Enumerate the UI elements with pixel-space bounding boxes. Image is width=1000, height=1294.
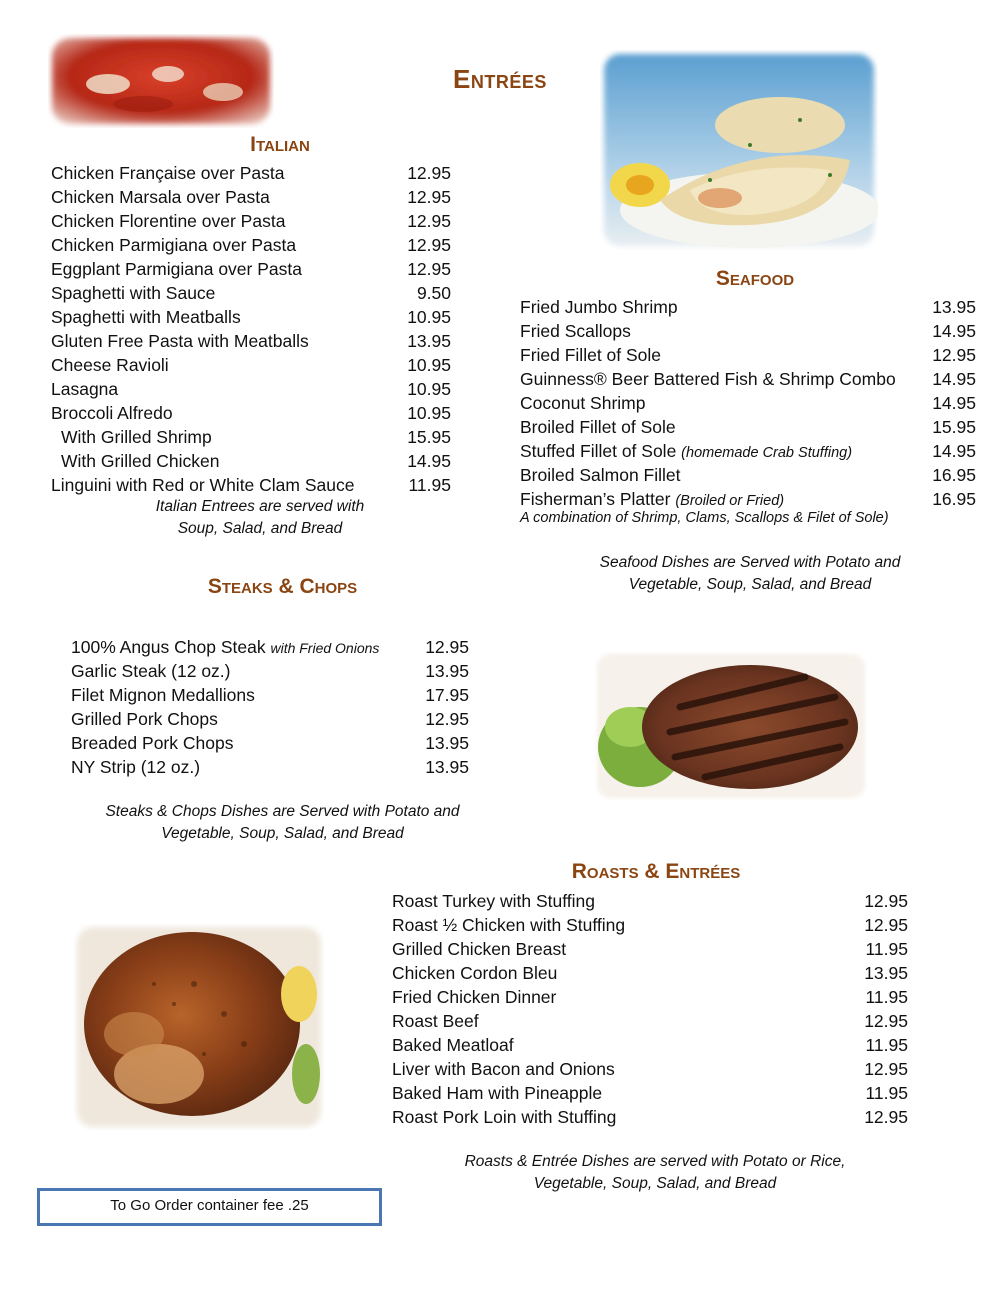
menu-item [392, 1033, 908, 1057]
menu-item [520, 439, 976, 463]
item-name: Chicken Parmigiana over Pasta [51, 235, 297, 255]
item-name: Broccoli Alfredo [51, 403, 173, 423]
note-line: Italian Entrees are served with [155, 498, 365, 515]
item-price: 16.95 [932, 465, 976, 485]
menu-item [392, 913, 908, 937]
item-price: 13.95 [407, 331, 451, 351]
menu-item [520, 391, 976, 415]
platter-note: A combination of Shrimp, Clams, Scallops & Filet of Sole) [520, 510, 889, 526]
menu-item [71, 707, 471, 731]
item-name: Roast Pork Loin with Stuffing [392, 1107, 617, 1127]
item-price: 17.95 [425, 685, 469, 705]
item-name: Cheese Ravioli [51, 355, 169, 375]
item-price: 12.95 [864, 891, 908, 911]
note-line: Soup, Salad, and Bread [177, 520, 343, 537]
item-name: Coconut Shrimp [520, 393, 646, 413]
menu-item [51, 161, 451, 185]
item-price: 14.95 [407, 451, 451, 471]
item-price: 15.95 [932, 417, 976, 437]
menu-item [51, 233, 451, 257]
roasts-list [392, 889, 908, 1129]
item-price: 13.95 [425, 757, 469, 777]
item-name: Fried Chicken Dinner [392, 987, 557, 1007]
menu-item [392, 1009, 908, 1033]
item-name: Eggplant Parmigiana over Pasta [51, 259, 302, 279]
menu-item [51, 449, 451, 473]
to-go-fee-box [37, 1188, 382, 1226]
roasts-note [430, 1151, 880, 1195]
item-name: Breaded Pork Chops [71, 733, 234, 753]
item-price: 13.95 [932, 297, 976, 317]
seafood-photo [600, 50, 878, 250]
seafood-list [520, 295, 976, 511]
item-price: 10.95 [407, 355, 451, 375]
note-line: Vegetable, Soup, Salad, and Bread [161, 825, 404, 842]
item-name: Chicken Cordon Bleu [392, 963, 558, 983]
item-name: Garlic Steak (12 oz.) [71, 661, 231, 681]
item-price: 16.95 [932, 489, 976, 509]
item-price: 12.95 [864, 1107, 908, 1127]
item-price: 12.95 [425, 637, 469, 657]
steaks-heading: Steaks & Chops [207, 575, 358, 598]
menu-item [51, 377, 451, 401]
item-price: 9.50 [416, 283, 451, 303]
item-price: 12.95 [407, 235, 451, 255]
item-name: Roast ½ Chicken with Stuffing [392, 915, 626, 935]
item-price: 12.95 [407, 163, 451, 183]
item-price: 13.95 [425, 661, 469, 681]
menu-item [51, 281, 451, 305]
item-price: 14.95 [932, 321, 976, 341]
item-name: With Grilled Shrimp [61, 427, 212, 447]
item-name: Fried Jumbo Shrimp [520, 297, 678, 317]
menu-item [520, 415, 976, 439]
italian-note [50, 496, 470, 540]
menu-item [520, 367, 976, 391]
to-go-fee-text: To Go Order container fee .25 [110, 1197, 309, 1214]
item-price: 10.95 [407, 379, 451, 399]
note-line: Vegetable, Soup, Salad, and Bread [628, 576, 872, 593]
menu-item [71, 683, 471, 707]
item-price: 10.95 [407, 307, 451, 327]
item-price: 12.95 [407, 211, 451, 231]
item-name: Baked Ham with Pineapple [392, 1083, 603, 1103]
item-name: Roast Turkey with Stuffing [392, 891, 595, 911]
item-name: Roast Beef [392, 1011, 479, 1031]
menu-item [51, 305, 451, 329]
note-line: Seafood Dishes are Served with Potato and [599, 554, 901, 571]
item-price: 14.95 [932, 441, 976, 461]
menu-item [51, 185, 451, 209]
steaks-note [70, 801, 495, 845]
note-line: Vegetable, Soup, Salad, and Bread [533, 1175, 777, 1192]
menu-item [392, 985, 908, 1009]
note-line: Roasts & Entrée Dishes are served with Potato or Rice, [464, 1153, 846, 1170]
item-name: Stuffed Fillet of Sole (homemade Crab Stuffing) [520, 441, 853, 461]
note-line: Steaks & Chops Dishes are Served with Potato and [105, 803, 460, 820]
item-name: Fisherman’s Platter (Broiled or Fried) [520, 489, 785, 509]
menu-item [71, 731, 471, 755]
menu-item [520, 319, 976, 343]
item-name: Guinness® Beer Battered Fish & Shrimp Combo [520, 369, 896, 389]
item-name: Grilled Pork Chops [71, 709, 218, 729]
item-name: Filet Mignon Medallions [71, 685, 255, 705]
menu-item [71, 755, 471, 779]
item-name: Fried Fillet of Sole [520, 345, 662, 365]
item-price: 13.95 [864, 963, 908, 983]
item-name: Broiled Fillet of Sole [520, 417, 676, 437]
item-name: Lasagna [51, 379, 119, 399]
menu-item [51, 473, 451, 497]
menu-item [520, 487, 976, 511]
item-name: 100% Angus Chop Steak with Fried Onions [71, 637, 380, 657]
item-name: Linguini with Red or White Clam Sauce [51, 475, 355, 495]
steak-photo [595, 652, 867, 800]
item-name: Gluten Free Pasta with Meatballs [51, 331, 309, 351]
menu-item [392, 937, 908, 961]
menu-item [392, 1105, 908, 1129]
item-name: Grilled Chicken Breast [392, 939, 567, 959]
item-name: Spaghetti with Sauce [51, 283, 216, 303]
item-price: 11.95 [865, 939, 908, 959]
seafood-heading: Seafood [715, 267, 795, 290]
menu-item [392, 961, 908, 985]
item-price: 11.95 [865, 1035, 908, 1055]
item-price: 12.95 [864, 1011, 908, 1031]
menu-item [392, 1081, 908, 1105]
item-price: 12.95 [407, 187, 451, 207]
menu-item [520, 295, 976, 319]
menu-item [392, 889, 908, 913]
item-name: Spaghetti with Meatballs [51, 307, 241, 327]
item-price: 11.95 [865, 987, 908, 1007]
menu-item [51, 401, 451, 425]
menu-item [520, 343, 976, 367]
item-price: 15.95 [407, 427, 451, 447]
menu-item [392, 1057, 908, 1081]
menu-item [51, 353, 451, 377]
item-name: Chicken Florentine over Pasta [51, 211, 286, 231]
menu-item [71, 635, 471, 659]
roasts-heading: Roasts & Entrées [571, 860, 741, 883]
item-name: Fried Scallops [520, 321, 631, 341]
item-price: 13.95 [425, 733, 469, 753]
item-price: 12.95 [864, 1059, 908, 1079]
item-name: NY Strip (12 oz.) [71, 757, 201, 777]
item-price: 14.95 [932, 393, 976, 413]
roast-chicken-photo [74, 924, 324, 1130]
item-price: 11.95 [865, 1083, 908, 1103]
menu-item [71, 659, 471, 683]
item-price: 11.95 [408, 475, 451, 495]
menu-item [51, 329, 451, 353]
item-name: Baked Meatloaf [392, 1035, 514, 1055]
item-name: Liver with Bacon and Onions [392, 1059, 615, 1079]
item-name: Chicken Française over Pasta [51, 163, 285, 183]
menu-item [51, 209, 451, 233]
page-title: Entrées [453, 64, 547, 94]
item-name: Chicken Marsala over Pasta [51, 187, 270, 207]
menu-item [51, 425, 451, 449]
item-price: 14.95 [932, 369, 976, 389]
steaks-list [71, 635, 471, 779]
item-price: 12.95 [407, 259, 451, 279]
menu-item [51, 257, 451, 281]
seafood-note [560, 552, 940, 596]
menu-item [520, 463, 976, 487]
item-price: 12.95 [932, 345, 976, 365]
item-price: 12.95 [864, 915, 908, 935]
italian-photo [48, 34, 274, 128]
item-name: With Grilled Chicken [61, 451, 220, 471]
italian-heading: Italian [250, 133, 310, 156]
italian-list [51, 161, 451, 497]
item-name: Broiled Salmon Fillet [520, 465, 681, 485]
item-price: 12.95 [425, 709, 469, 729]
item-price: 10.95 [407, 403, 451, 423]
